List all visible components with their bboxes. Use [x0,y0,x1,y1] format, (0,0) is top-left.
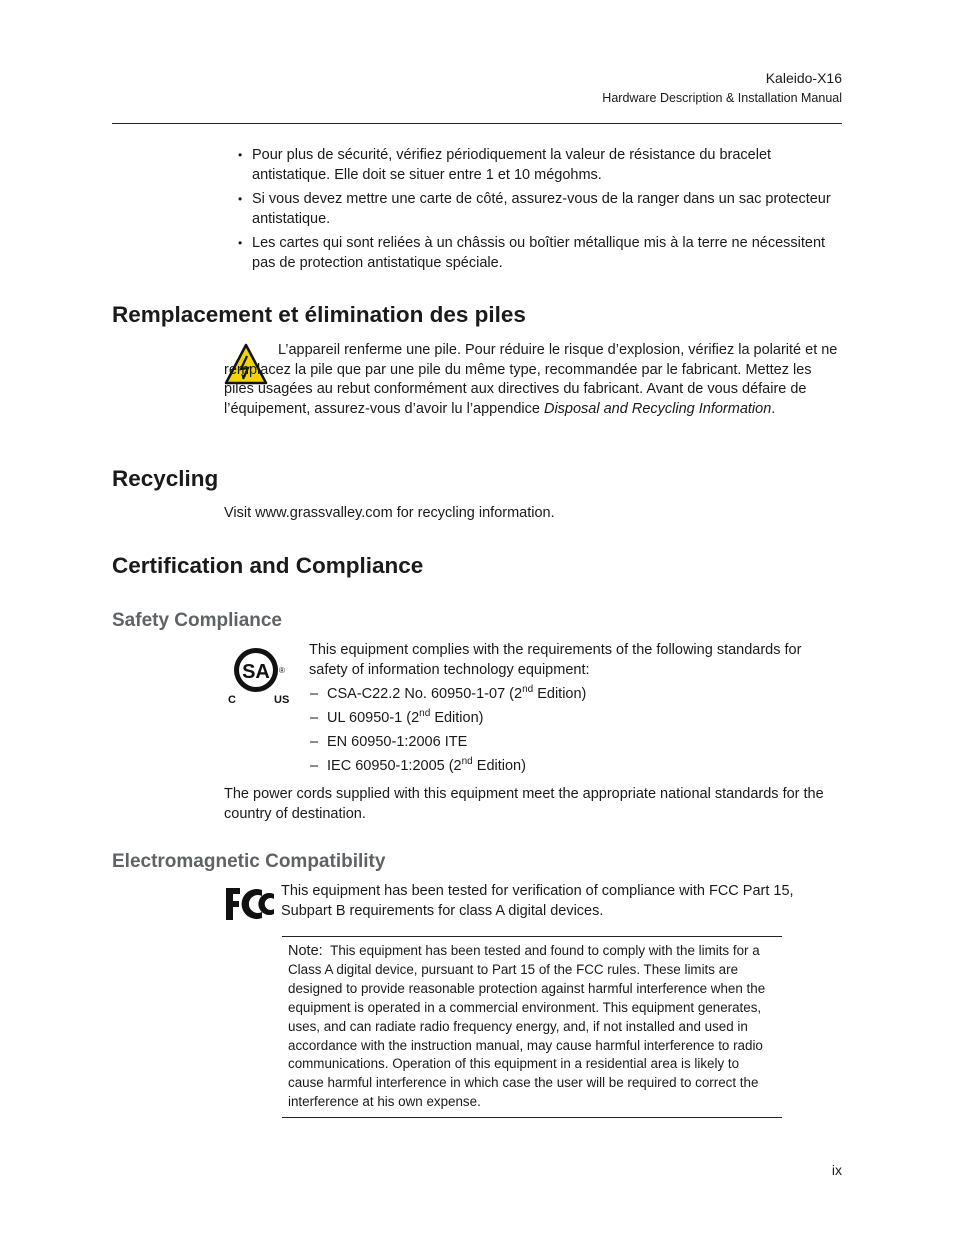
page-number: ix [831,1162,842,1178]
certification-heading: Certification and Compliance [112,553,424,578]
list-item: • Pour plus de sécurité, vérifiez périodiquement la valeur de résistance du bracelet antistatique. Elle doit se situer entre 1 et 10 mégohms. [236,145,842,185]
header-divider [112,123,842,124]
list-item: – UL 60950-1 (2nd Edition) [310,708,484,726]
header-product-name: Kaleido-X16 [765,70,842,86]
list-item: – CSA-C22.2 No. 60950-1-07 (2nd Edition) [310,684,587,702]
recycling-text: Visit www.grassvalley.com for recycling information. [224,505,555,521]
emc-heading: Electromagnetic Compatibility [112,851,386,872]
header-manual-title: Hardware Description & Installation Manual [602,91,842,105]
list-item: • Les cartes qui sont reliées à un châssis ou boîtier métallique mis à la terre ne nécessitent pas de protection antistatique spéciale. [236,233,842,273]
svg-text:SA: SA [242,661,270,683]
safety-standards-list [310,684,586,780]
fcc-note-box [282,936,782,1118]
list-item: – EN 60950-1:2006 ITE [310,734,468,750]
svg-text:US: US [274,694,290,706]
list-item: – IEC 60950-1:2005 (2nd Edition) [310,756,526,774]
svg-text:®: ® [279,666,285,675]
antistatic-bullet-list [236,145,842,277]
note-text: This equipment has been tested and found to comply with the limits for a Class A digital device, pursuant to Part 15 of the FCC rules. These limits are designed to provide reasonable protection against harmful interference when the equipment is operated in a commercial environment. This equipment generates, uses, and can radiate radio frequency energy, and, if not installed and used in accordance with the instruction manual, may cause harmful interference to radio communications. Operation of this equipment in a residential area is likely to cause harmful interference in which case the user will be required to correct the interference at his own expense. [288,943,766,1110]
emc-text: This equipment has been tested for verification of compliance with FCC Part 15, Subpart B requirements for class A digital devices. [281,883,794,919]
power-cords-text: The power cords supplied with this equipment meet the appropriate national standards for the country of destination. [224,786,824,822]
battery-text: L’appareil renferme une pile. Pour réduire le risque d’explosion, vérifiez la polarité et ne remplacez la pile que par une pile du même type, recommandée par le fabricant. Mettez les piles usagées au rebut conformément aux directives du fabricant. Avant de vous défaire de l’équipement, assurez-vous d’avoir lu l’appendice Disposal and Recycling Information. [224,342,838,417]
csa-certification-icon [224,645,294,707]
recycling-heading: Recycling [112,466,219,491]
fcc-logo-icon [224,884,276,924]
svg-text:C: C [228,694,236,706]
note-label: Note: [288,943,323,959]
list-item: • Si vous devez mettre une carte de côté, assurez-vous de la ranger dans un sac protecteur antistatique. [236,189,842,229]
battery-heading: Remplacement et élimination des piles [112,302,526,327]
safety-intro: This equipment complies with the requirements of the following standards for safety of information technology equipment: [309,642,802,678]
safety-compliance-heading: Safety Compliance [112,610,282,631]
